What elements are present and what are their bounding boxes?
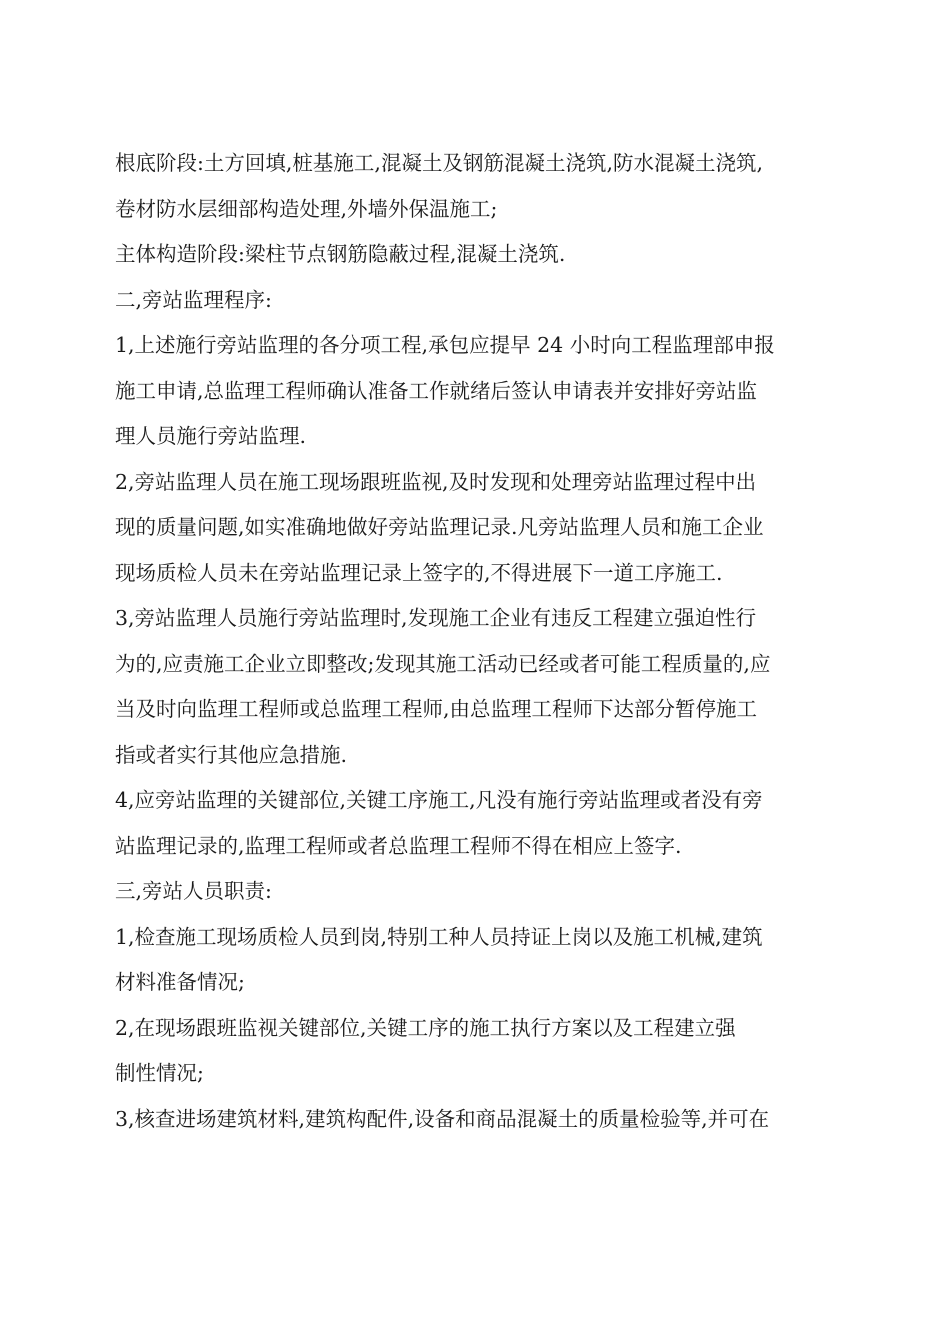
paragraph-line: 1,检查施工现场质检人员到岗,特别工种人员持证上岗以及施工机械,建筑	[115, 924, 763, 949]
paragraph-line: 3,旁站监理人员施行旁站监理时,发现施工企业有违反工程建立强迫性行	[115, 606, 757, 630]
paragraph-line: 根底阶段:土方回填,桩基施工,混凝土及钢筋混凝土浇筑,防水混凝土浇筑,	[115, 151, 763, 175]
paragraph-line: 卷材防水层细部构造处理,外墙外保温施工;	[115, 196, 498, 221]
paragraph-line: 1,上述施行旁站监理的各分项工程,承包应提早 24 小时向工程监理部申报	[115, 333, 775, 357]
paragraph-line: 理人员施行旁站监理.	[115, 424, 307, 448]
paragraph-line: 现场质检人员未在旁站监理记录上签字的,不得进展下一道工序施工.	[115, 560, 723, 585]
paragraph-line: 施工申请,总监理工程师确认准备工作就绪后签认申请表并安排好旁站监	[115, 378, 758, 403]
paragraph-line: 3,核查进场建筑材料,建筑构配件,设备和商品混凝土的质量检验等,并可在	[115, 1106, 770, 1131]
document-body	[115, 141, 830, 1142]
section-heading: 二,旁站监理程序:	[115, 287, 272, 312]
paragraph-line: 当及时向监理工程师或总监理工程师,由总监理工程师下达部分暂停施工	[115, 697, 758, 721]
paragraph-line: 为的,应责施工企业立即整改;发现其施工活动已经或者可能工程质量的,应	[115, 651, 771, 676]
paragraph-line: 指或者实行其他应急措施.	[115, 742, 348, 767]
paragraph-line: 站监理记录的,监理工程师或者总监理工程师不得在相应上签字.	[115, 833, 682, 858]
paragraph-line: 2,在现场跟班监视关键部位,关键工序的施工执行方案以及工程建立强	[115, 1015, 736, 1040]
paragraph-line: 现的质量问题,如实准确地做好旁站监理记录.凡旁站监理人员和施工企业	[115, 515, 764, 539]
paragraph-line: 制性情况;	[115, 1061, 204, 1085]
paragraph-line: 主体构造阶段:梁柱节点钢筋隐蔽过程,混凝土浇筑.	[115, 242, 566, 266]
paragraph-line: 材料准备情况;	[115, 970, 245, 994]
paragraph-line: 2,旁站监理人员在施工现场跟班监视,及时发现和处理旁站监理过程中出	[115, 469, 757, 494]
paragraph-line: 4,应旁站监理的关键部位,关键工序施工,凡没有施行旁站监理或者没有旁	[115, 788, 763, 812]
section-heading: 三,旁站人员职责:	[115, 879, 272, 903]
